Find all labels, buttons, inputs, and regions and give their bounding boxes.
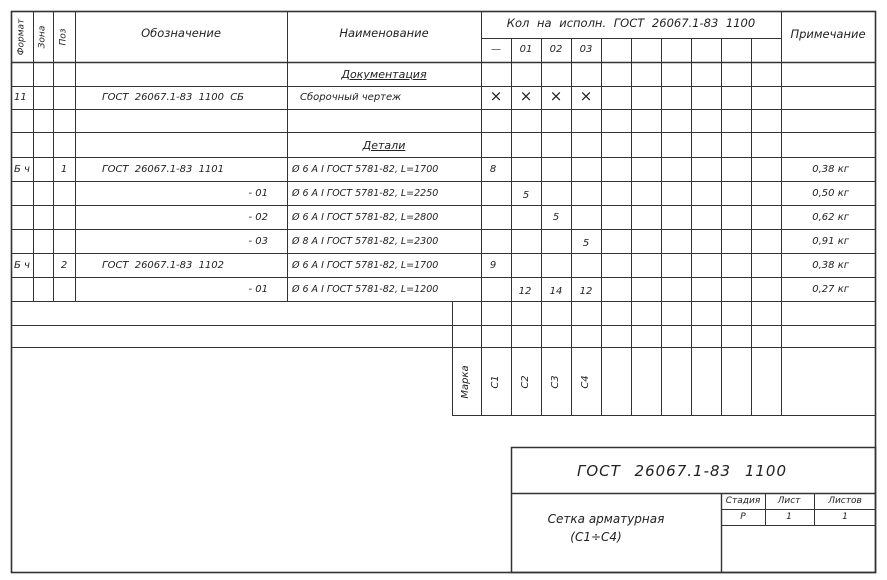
section-documentation: Документация <box>341 68 427 81</box>
title-designation: ГОСТ 26067.1-83 1100 <box>576 462 788 480</box>
row-qty: 5 <box>582 238 590 249</box>
mark-value: С1 <box>490 375 501 389</box>
row-qty: 5 <box>552 212 560 223</box>
title-name-sub: (С1÷С4) <box>570 530 622 544</box>
row-qty: 14 <box>549 286 563 297</box>
row-note: 0,38 кг <box>812 164 849 175</box>
row-note: 0,62 кг <box>812 212 849 223</box>
header-variant-3: 03 <box>579 44 593 55</box>
row-qty: 12 <box>518 286 532 297</box>
row-qty: 9 <box>489 260 497 271</box>
row-format: Б ч <box>14 164 30 175</box>
row-qty: 5 <box>522 190 530 201</box>
mark-value: С3 <box>550 375 561 389</box>
mark-label: Марка <box>460 365 471 399</box>
mark-value: С4 <box>580 375 591 389</box>
sheets-label: Листов <box>828 496 862 506</box>
header-name: Наименование <box>339 26 429 40</box>
row-qty: 12 <box>579 286 593 297</box>
mark-value: С2 <box>520 375 531 389</box>
row-qty-mark: × <box>549 87 563 105</box>
row-note: 0,91 кг <box>812 236 849 247</box>
sheets-value: 1 <box>842 512 848 522</box>
header-zone: Зона <box>37 25 48 49</box>
row-name: Ø 6 А I ГОСТ 5781-82, L=2800 <box>292 212 439 223</box>
sheet-label: Лист <box>777 496 801 506</box>
sheet-value: 1 <box>786 512 792 522</box>
stage-label: Стадия <box>725 496 761 506</box>
row-name: Сборочный чертеж <box>300 92 402 103</box>
row-designation: ГОСТ 26067.1-83 1102 <box>102 260 225 271</box>
row-format: 11 <box>14 92 27 103</box>
title-name: Сетка арматурная <box>547 512 665 526</box>
row-qty-mark: × <box>519 87 533 105</box>
row-format: Б ч <box>14 260 30 271</box>
row-name: Ø 6 А I ГОСТ 5781-82, L=1200 <box>292 284 439 295</box>
row-designation: - 01 <box>248 188 268 199</box>
row-note: 0,38 кг <box>812 260 849 271</box>
header-variant-0: — <box>491 44 501 55</box>
row-designation: - 02 <box>248 212 268 223</box>
header-variant-1: 01 <box>519 44 533 55</box>
header-pos: Поз <box>58 28 69 46</box>
header-variant-2: 02 <box>549 44 563 55</box>
section-details: Детали <box>362 139 406 152</box>
row-name: Ø 6 А I ГОСТ 5781-82, L=1700 <box>292 164 439 175</box>
row-designation: - 03 <box>248 236 268 247</box>
row-pos: 1 <box>60 164 68 175</box>
row-qty: 8 <box>489 164 497 175</box>
stage-value: Р <box>740 512 746 522</box>
row-name: Ø 8 А I ГОСТ 5781-82, L=2300 <box>292 236 439 247</box>
row-qty-mark: × <box>489 87 503 105</box>
row-pos: 2 <box>60 260 68 271</box>
row-designation: ГОСТ 26067.1-83 1101 <box>102 164 225 175</box>
row-note: 0,50 кг <box>812 188 849 199</box>
header-designation: Обозначение <box>141 26 221 40</box>
row-designation: - 01 <box>248 284 268 295</box>
row-name: Ø 6 А I ГОСТ 5781-82, L=2250 <box>292 188 439 199</box>
row-designation: ГОСТ 26067.1-83 1100 СБ <box>102 92 245 103</box>
header-format: Формат <box>16 18 27 56</box>
header-qty-title: Кол на исполн. ГОСТ 26067.1-83 1100 <box>506 16 756 30</box>
row-name: Ø 6 А I ГОСТ 5781-82, L=1700 <box>292 260 439 271</box>
row-note: 0,27 кг <box>812 284 849 295</box>
row-qty-mark: × <box>579 87 593 105</box>
header-note: Примечание <box>790 27 866 41</box>
